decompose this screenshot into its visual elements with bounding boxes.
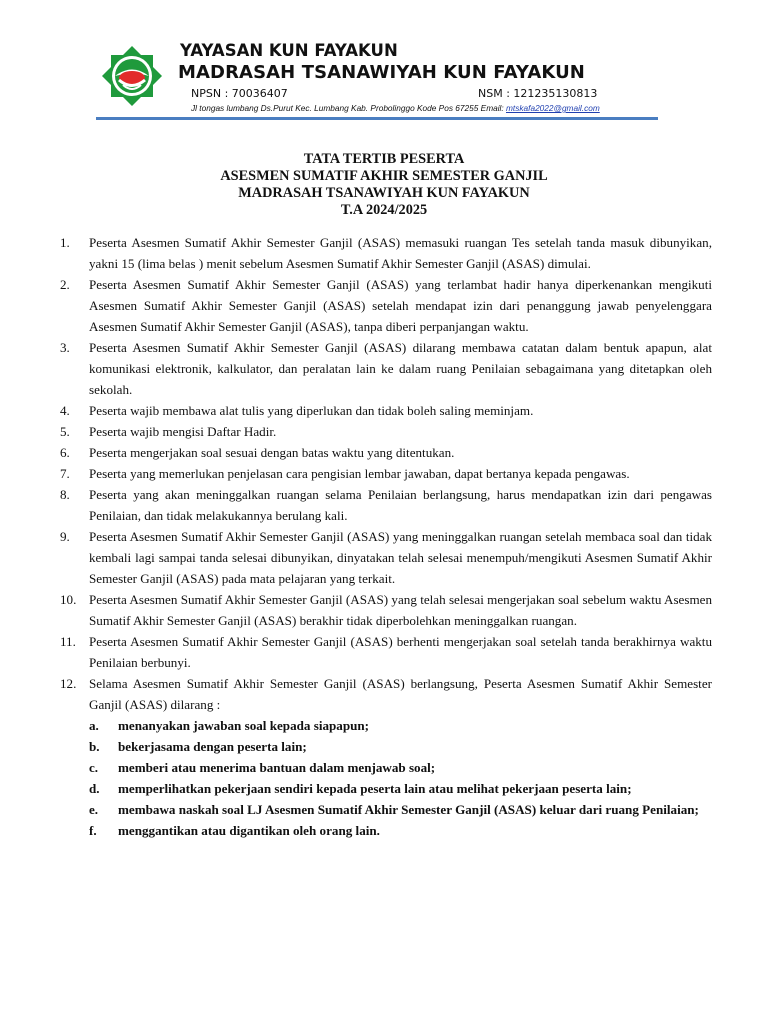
- rule-text: Peserta Asesmen Sumatif Akhir Semester Ganjil (ASAS) memasuki ruangan Tes setelah tanda masuk dibunyikan, yakni 15 (lima belas ) menit sebelum Asesmen Sumatif Akhir Semester Ganjil (ASAS) dimulai.: [89, 235, 712, 271]
- rule-item: [60, 526, 712, 589]
- rule-text: Peserta yang memerlukan penjelasan cara pengisian lembar jawaban, dapat bertanya kepada pengawas.: [89, 466, 630, 481]
- prohibition-item: [89, 736, 712, 757]
- rule-item: [60, 421, 712, 442]
- prohibition-letter: d.: [89, 781, 100, 796]
- rule-text: Peserta Asesmen Sumatif Akhir Semester Ganjil (ASAS) berhenti mengerjakan soal setelah tanda berakhirnya waktu Penilaian berbunyi.: [89, 634, 712, 670]
- prohibition-letter: e.: [89, 802, 99, 817]
- prohibition-list: [89, 715, 712, 841]
- rule-number: 11.: [60, 634, 76, 649]
- rule-text: Peserta mengerjakan soal sesuai dengan batas waktu yang ditentukan.: [89, 445, 455, 460]
- school-name: MADRASAH TSANAWIYAH KUN FAYAKUN: [178, 62, 585, 83]
- rule-text: Selama Asesmen Sumatif Akhir Semester Ganjil (ASAS) berlangsung, Peserta Asesmen Sumatif Akhir Semester Ganjil (ASAS) dilarang :: [89, 676, 712, 712]
- rule-item: [60, 274, 712, 337]
- rule-item: [60, 631, 712, 673]
- rule-text: Peserta Asesmen Sumatif Akhir Semester Ganjil (ASAS) yang terlambat hadir hanya diperkenankan mengikuti Asesmen Sumatif Akhir Semester Ganjil (ASAS) setelah mendapat izin dari penanggung jawab penyelenggara Asesmen Sumatif Akhir Semester Ganjil (ASAS), tanpa diberi perpanjangan waktu.: [89, 277, 712, 334]
- rule-item: [60, 673, 712, 715]
- rule-item: [60, 589, 712, 631]
- doc-title-line1: TATA TERTIB PESERTA: [303, 151, 465, 167]
- email-link[interactable]: mtskafa2022@gmail.com: [506, 103, 600, 113]
- rule-number: 1.: [60, 235, 70, 250]
- rule-number: 7.: [60, 466, 70, 481]
- school-address: [191, 103, 600, 113]
- rule-item: [60, 463, 712, 484]
- rule-number: 6.: [60, 445, 70, 460]
- nsm-number: NSM : 121235130813: [478, 87, 598, 100]
- prohibition-letter: f.: [89, 823, 97, 838]
- rule-text: Peserta Asesmen Sumatif Akhir Semester Ganjil (ASAS) yang telah selesai mengerjakan soal sebelum waktu Asesmen Sumatif Akhir Semester Ganjil (ASAS) berakhir tidak diperbolehkan meninggalkan ruangan.: [89, 592, 712, 628]
- rule-number: 3.: [60, 340, 70, 355]
- prohibition-text: bekerjasama dengan peserta lain;: [118, 739, 307, 754]
- rule-text: Peserta Asesmen Sumatif Akhir Semester Ganjil (ASAS) yang meninggalkan ruangan setelah membaca soal dan tidak kembali lagi sampai tanda selesai dibunyikan, dinyatakan telah selesai menempuh/mengikuti Asesmen Sumatif Akhir Semester Ganjil (ASAS) pada mata pelajaran yang terkait.: [89, 529, 712, 586]
- rule-text: Peserta wajib membawa alat tulis yang diperlukan dan tidak boleh saling meminjam.: [89, 403, 534, 418]
- prohibition-item: [89, 757, 712, 778]
- prohibition-letter: a.: [89, 718, 99, 733]
- npsn-number: NPSN : 70036407: [191, 87, 288, 100]
- doc-title-line4: T.A 2024/2025: [340, 202, 428, 218]
- rule-number: 12.: [60, 676, 77, 691]
- prohibition-letter: b.: [89, 739, 100, 754]
- prohibition-text: membawa naskah soal LJ Asesmen Sumatif Akhir Semester Ganjil (ASAS) keluar dari ruang Penilaian;: [118, 802, 699, 817]
- rule-item: [60, 484, 712, 526]
- rule-number: 9.: [60, 529, 70, 544]
- letterhead-divider: [96, 117, 658, 120]
- address-text: Jl tongas lumbang Ds.Purut Kec. Lumbang Kab. Probolinggo Kode Pos 67255 Email:: [191, 103, 507, 113]
- doc-title-line3: MADRASAH TSANAWIYAH KUN FAYAKUN: [238, 185, 530, 201]
- rule-item: [60, 337, 712, 400]
- rule-item: [60, 442, 712, 463]
- prohibition-item: [89, 715, 712, 736]
- rule-text: Peserta wajib mengisi Daftar Hadir.: [89, 424, 277, 439]
- rule-number: 2.: [60, 277, 70, 292]
- school-logo-icon: [101, 45, 163, 107]
- prohibition-letter: c.: [89, 760, 99, 775]
- rule-item: [60, 400, 712, 421]
- prohibition-text: memperlihatkan pekerjaan sendiri kepada peserta lain atau melihat pekerjaan peserta lain;: [118, 781, 632, 796]
- rule-number: 5.: [60, 424, 70, 439]
- prohibition-item: [89, 820, 712, 841]
- prohibition-text: memberi atau menerima bantuan dalam menjawab soal;: [118, 760, 436, 775]
- rule-number: 4.: [60, 403, 70, 418]
- prohibition-item: [89, 778, 712, 799]
- prohibition-text: menggantikan atau digantikan oleh orang lain.: [118, 823, 380, 838]
- rule-text: Peserta yang akan meninggalkan ruangan selama Penilaian berlangsung, harus mendapatkan izin dari pengawas Penilaian, dan tidak melakukannya berulang kali.: [89, 487, 712, 523]
- rule-number: 8.: [60, 487, 70, 502]
- school-logo: [101, 45, 163, 107]
- prohibition-item: [89, 799, 712, 820]
- rule-number: 10.: [60, 592, 77, 607]
- doc-title-line2: ASESMEN SUMATIF AKHIR SEMESTER GANJIL: [220, 168, 548, 184]
- rules-list: [60, 232, 712, 841]
- rule-item: [60, 232, 712, 274]
- foundation-name: YAYASAN KUN FAYAKUN: [180, 41, 398, 60]
- rule-text: Peserta Asesmen Sumatif Akhir Semester Ganjil (ASAS) dilarang membawa catatan dalam bentuk apapun, alat komunikasi elektronik, kalkulator, dan peralatan lain ke dalam ruang Penilaian sebagaimana yang ditetapkan oleh sekolah.: [89, 340, 712, 397]
- prohibition-text: menanyakan jawaban soal kepada siapapun;: [118, 718, 370, 733]
